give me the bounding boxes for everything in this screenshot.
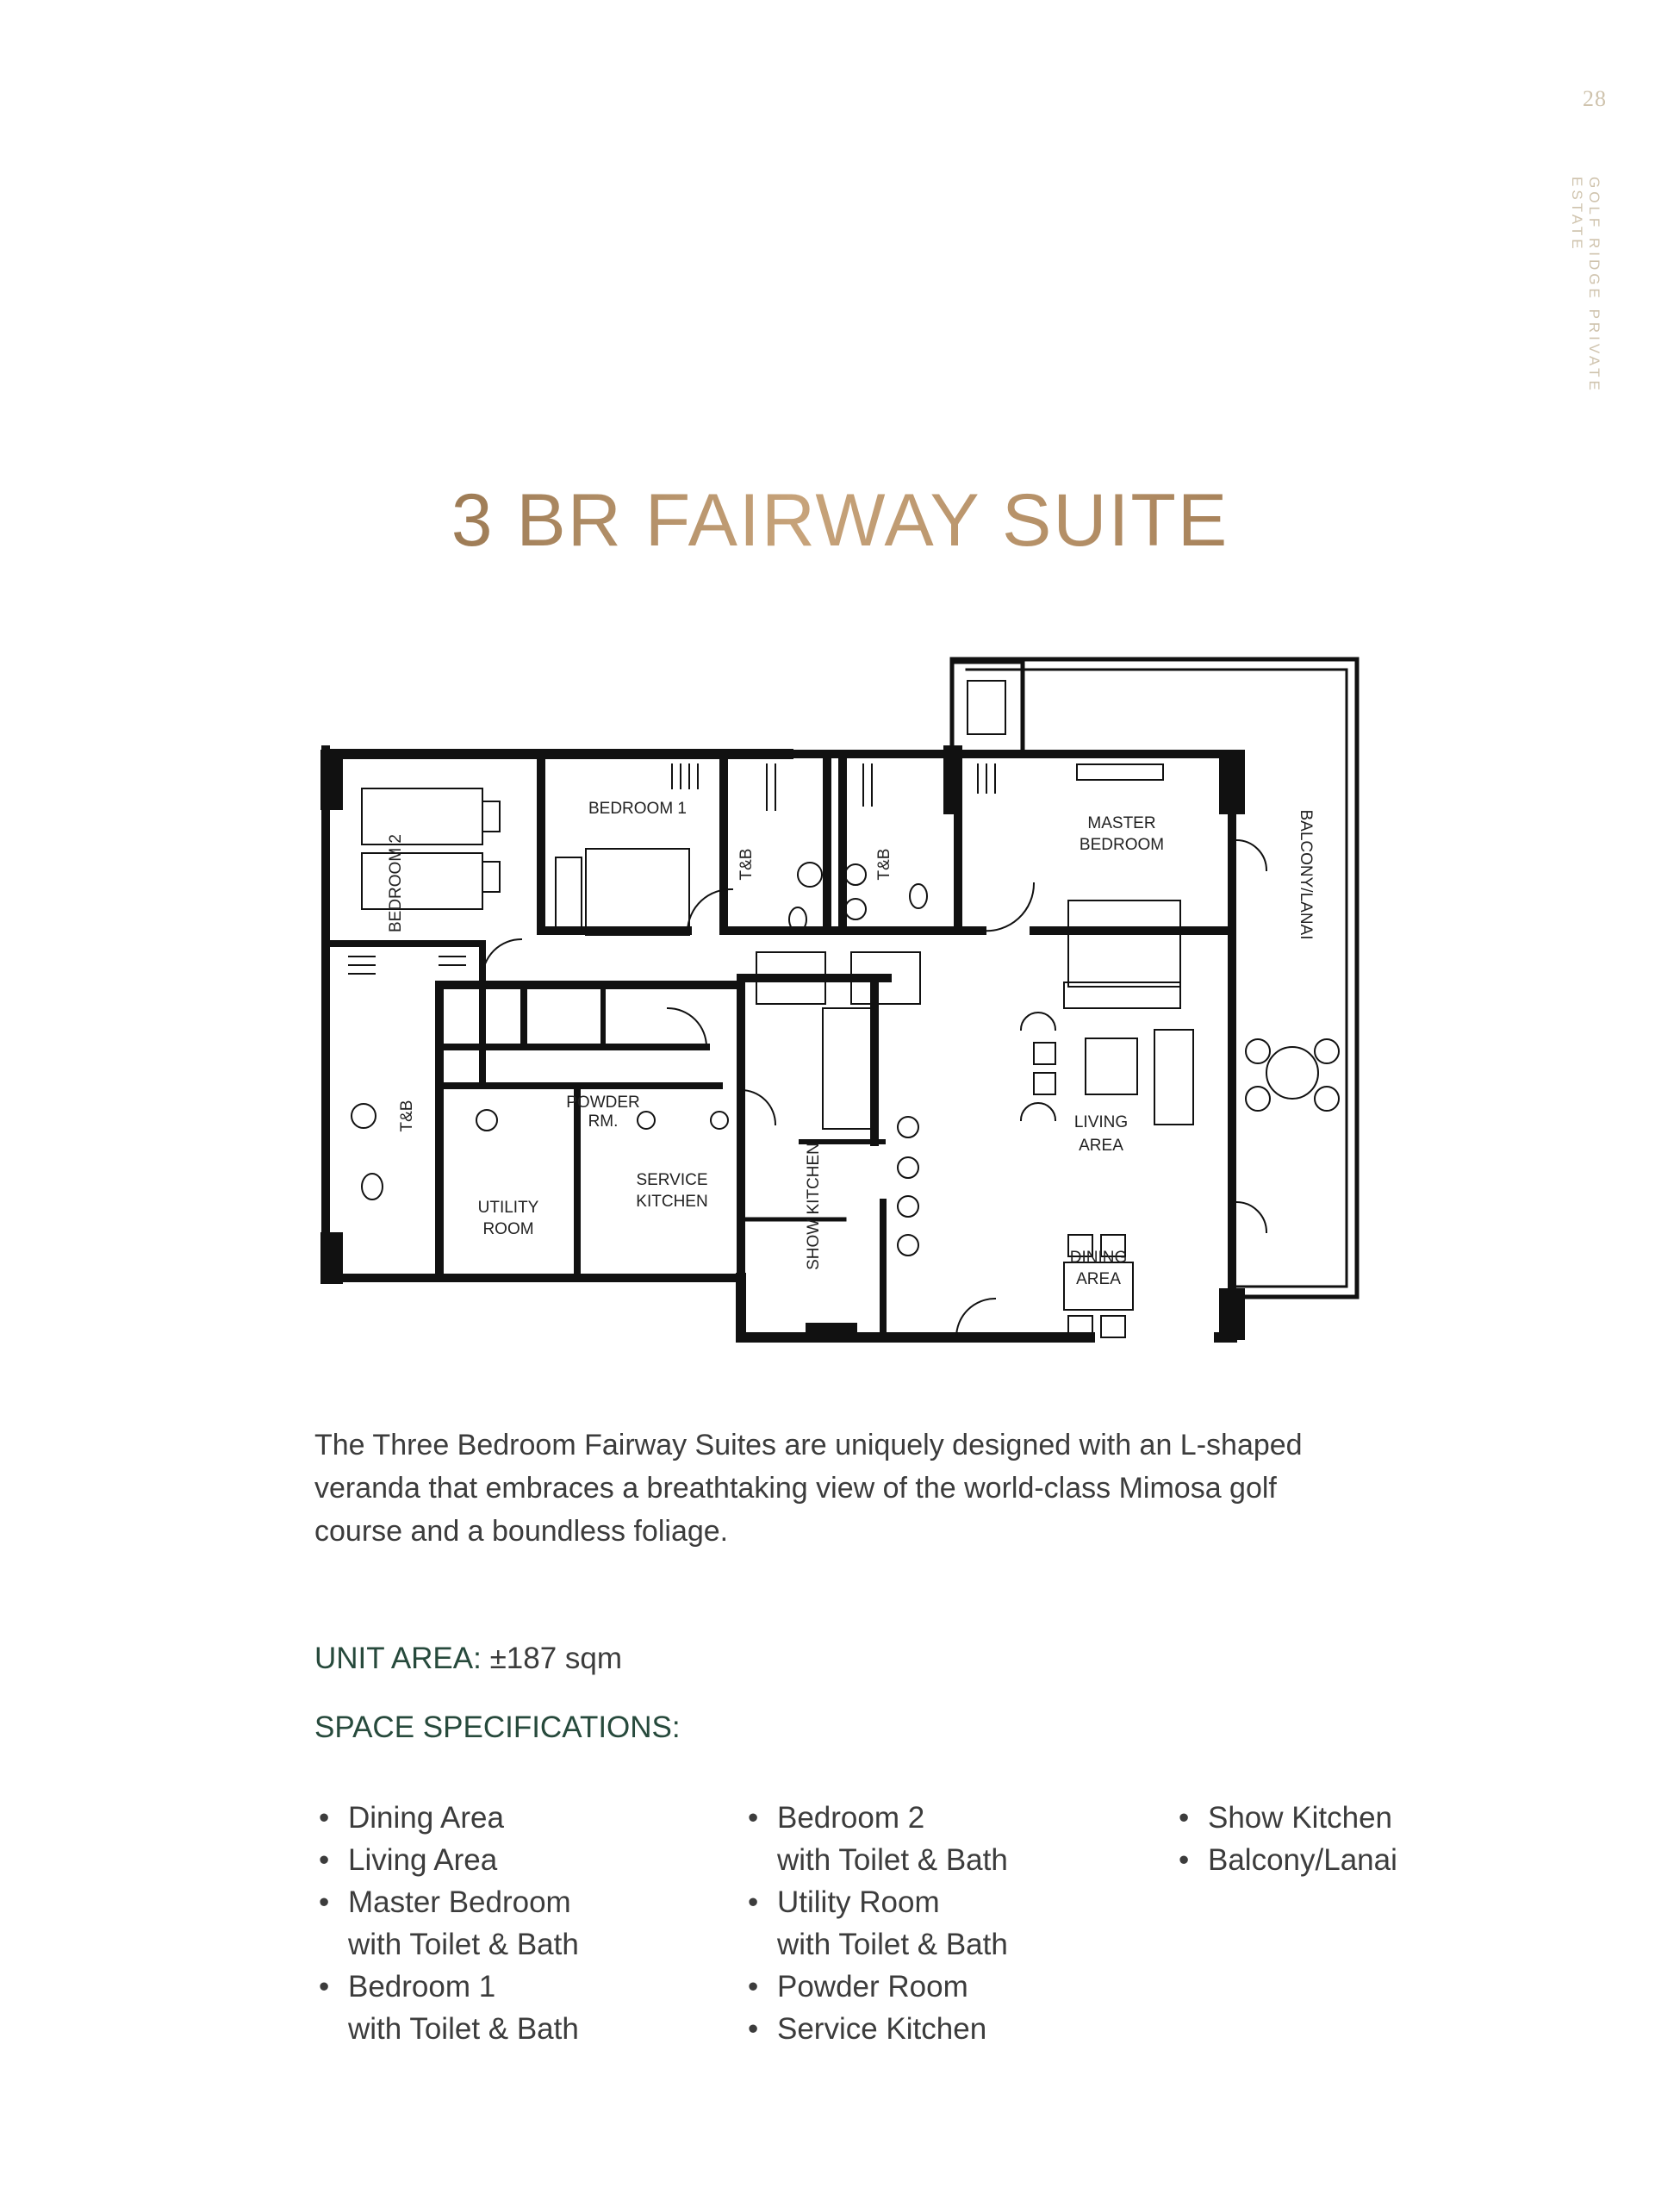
running-head: GOLF RIDGE PRIVATE ESTATE [1569,177,1602,394]
spec-item-sub: with Toilet & Bath [777,1928,1008,1961]
spec-item-sub: with Toilet & Bath [348,2012,579,2046]
label-dining-2: AREA [1076,1270,1121,1288]
label-dining-1: DINING [1069,1249,1128,1267]
spec-item-sub: with Toilet & Bath [348,1928,579,1961]
page-title-text: 3 BR FAIRWAY SUITE [451,479,1229,562]
planter-box [952,662,1023,755]
label-service-1: SERVICE [636,1171,708,1189]
unit-area-value: ±187 sqm [489,1642,623,1675]
page-number: 28 [1583,86,1607,111]
label-service-2: KITCHEN [636,1193,708,1211]
label-tb-3: T&B [398,1100,416,1132]
spec-item [319,1839,579,1881]
label-master-2: BEDROOM [1079,836,1165,854]
spec-item-label: • Utility Room [748,1881,1008,1923]
label-utility-1: UTILITY [477,1199,539,1217]
spec-item [319,1881,579,1966]
floor-plan [310,651,1370,1366]
label-powder-2: RM. [588,1112,619,1131]
label-tb-2: T&B [875,848,893,881]
spec-column-1 [319,1797,579,2050]
spec-item-label: • Bedroom 1 [319,1966,579,2008]
description: The Three Bedroom Fairway Suites are uniquely designed with an L-shaped veranda that embraces a breathtaking view of the world-class Mimosa golf course and a boundless foliage. [314,1429,1303,1548]
decorative-corner-frame [930,1805,1585,2146]
spec-item-label: • Dining Area [319,1797,579,1839]
label-balcony: BALCONY/LANAI [1297,809,1315,940]
spec-item [319,1797,579,1839]
page-title [345,478,1335,564]
spec-item-label: • Powder Room [748,1966,1008,2008]
spec-item-label: • Balcony/Lanai [1179,1839,1397,1881]
label-powder-1: POWDER [566,1094,640,1112]
spec-item-sub: with Toilet & Bath [777,1843,1008,1877]
label-master-1: MASTER [1087,814,1156,832]
spec-item [319,1966,579,2050]
specifications-title: SPACE SPECIFICATIONS: [314,1711,681,1744]
label-bedroom-1: BEDROOM 1 [588,800,688,818]
unit-area [314,1642,622,1676]
label-utility-2: ROOM [482,1220,534,1238]
spec-item-label: • Bedroom 2 [748,1797,1008,1839]
unit-area-label: UNIT AREA: [314,1642,482,1675]
spec-item-label: • Show Kitchen [1179,1797,1397,1839]
spec-item-label: • Service Kitchen [748,2008,1008,2050]
label-show-kitchen: SHOW KITCHEN [805,1143,823,1270]
spec-item-label: • Master Bedroom [319,1881,579,1923]
spec-item-label: • Living Area [319,1839,579,1881]
label-bedroom-2: BEDROOM 2 [387,833,405,933]
label-living-1: LIVING [1073,1113,1129,1131]
label-living-2: AREA [1079,1137,1123,1155]
label-tb-1: T&B [737,848,756,881]
